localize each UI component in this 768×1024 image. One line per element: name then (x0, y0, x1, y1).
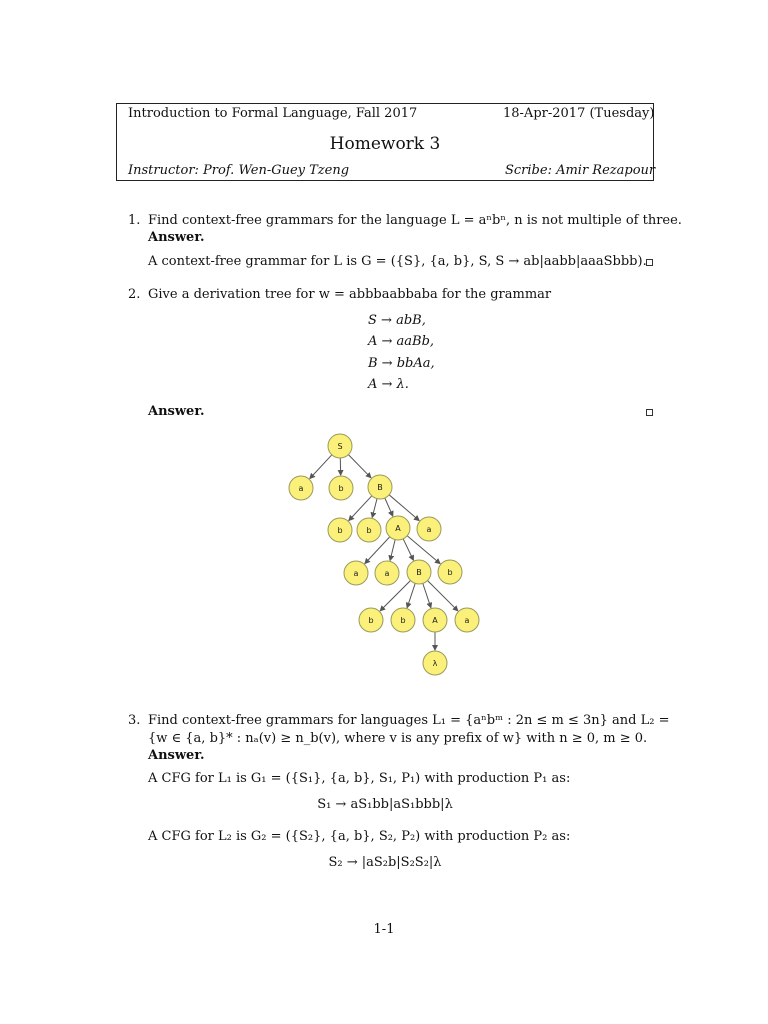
tree-node-label: S (337, 442, 343, 451)
tree-node-label: B (377, 483, 383, 492)
grammar-rule-2: A → aaBb, (368, 334, 435, 349)
instructor: Instructor: Prof. Wen-Guey Tzeng (128, 163, 350, 178)
cfg1-rule: S₁ → aS₁bb|aS₁bbb|λ (317, 797, 453, 812)
problem-3-question-line2: {w ∈ {a, b}* : nₐ(v) ≥ n_b(v), where v is any prefix of w} with n ≥ 0, m ≥ 0. (148, 731, 648, 746)
tree-node (359, 608, 383, 632)
tree-edge (385, 498, 393, 516)
course-name: Introduction to Formal Language, Fall 2017 (128, 106, 418, 121)
problem-1-answer: A context-free grammar for L is G = ({S}, {a, b}, S, S → ab|aabb|aaaSbbb). (148, 254, 647, 269)
tree-node-label: a (353, 569, 359, 578)
cfg1-description: A CFG for L₁ is G₁ = ({S₁}, {a, b}, S₁, P₁) with production P₁ as: (148, 771, 571, 786)
tree-node (423, 608, 447, 632)
tree-node-label: a (298, 484, 304, 493)
tree-node-label: b (447, 568, 453, 577)
derivation-tree (280, 425, 500, 685)
grammar-rule-3: B → bbAa, (368, 356, 435, 371)
tree-node-label: b (366, 526, 372, 535)
tree-edge (348, 455, 371, 478)
tree-edge (427, 580, 457, 610)
problem-3-answer-label: Answer. (148, 748, 205, 763)
tree-node (391, 608, 415, 632)
cfg2-rule: S₂ → |aS₂b|S₂S₂|λ (328, 855, 442, 870)
problem-1-question: Find context-free grammars for the language L = aⁿbⁿ, n is not multiple of three. (148, 213, 682, 228)
tree-edge (310, 455, 332, 479)
tree-node (344, 561, 368, 585)
cfg2-description: A CFG for L₂ is G₂ = ({S₂}, {a, b}, S₂, P₂) with production P₂ as: (148, 829, 571, 844)
tree-edge (407, 583, 415, 607)
tree-node-label: a (464, 616, 470, 625)
grammar-rule-4: A → λ. (368, 377, 409, 392)
problem-3-question-line1: Find context-free grammars for languages L₁ = {aⁿbᵐ : 2n ≤ m ≤ 3n} and L₂ = (148, 713, 670, 728)
tree-node (455, 608, 479, 632)
tree-node-label: a (384, 569, 390, 578)
tree-node (328, 518, 352, 542)
tree-node (438, 560, 462, 584)
page-number: 1-1 (373, 922, 395, 937)
tree-node-label: b (400, 616, 406, 625)
tree-edge (390, 540, 395, 561)
tree-node (328, 434, 352, 458)
tree-node (289, 476, 313, 500)
tree-node-label: λ (432, 659, 438, 668)
tree-node-label: A (432, 616, 438, 625)
tree-node-label: b (338, 484, 344, 493)
tree-node (368, 475, 392, 499)
tree-edge (423, 583, 431, 607)
tree-node-label: a (426, 525, 432, 534)
scribe: Scribe: Amir Rezapour (505, 163, 656, 178)
tree-node-label: b (337, 526, 343, 535)
tree-node-label: B (416, 568, 422, 577)
tree-node (417, 517, 441, 541)
page-title: Homework 3 (329, 134, 441, 154)
qed-box (646, 259, 653, 266)
problem-3-number: 3. (128, 713, 141, 728)
qed-box (646, 409, 653, 416)
tree-node (329, 476, 353, 500)
lecture-date: 18-Apr-2017 (Tuesday) (503, 106, 655, 121)
grammar-rule-1: S → abB, (368, 313, 426, 328)
problem-1-answer-label: Answer. (148, 230, 205, 245)
problem-2-number: 2. (128, 287, 141, 302)
tree-node (386, 516, 410, 540)
tree-edge (403, 539, 413, 560)
tree-node (407, 560, 431, 584)
problem-2-question: Give a derivation tree for w = abbbaabbaba for the grammar (148, 287, 552, 302)
tree-node-label: b (368, 616, 374, 625)
tree-edge (372, 499, 377, 518)
tree-node-label: A (395, 524, 401, 533)
tree-node (423, 651, 447, 675)
problem-2-answer-label: Answer. (148, 404, 205, 419)
tree-edge (349, 496, 372, 521)
tree-node (375, 561, 399, 585)
tree-node (357, 518, 381, 542)
problem-1-number: 1. (128, 213, 141, 228)
